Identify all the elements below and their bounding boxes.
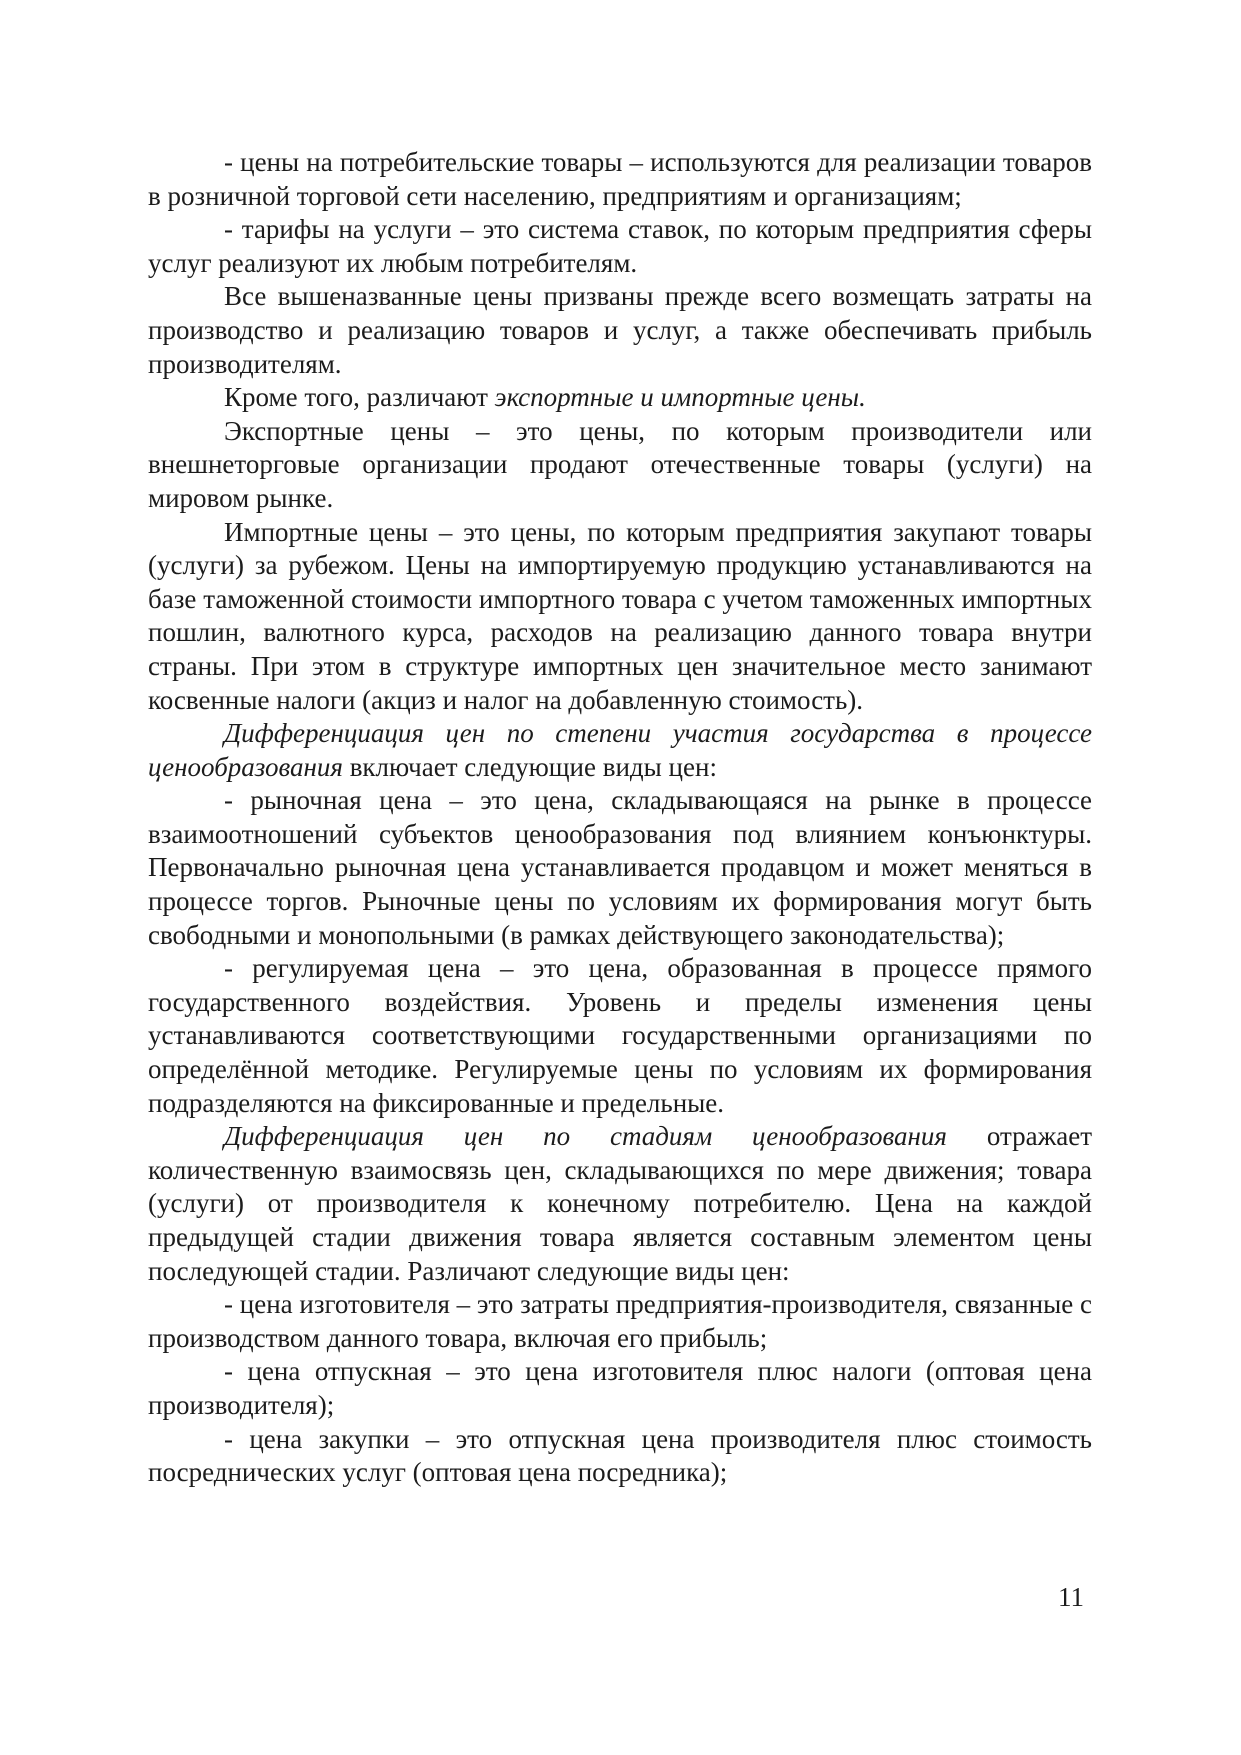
paragraph-text: Кроме того, различают: [224, 382, 495, 413]
paragraph-text: отражает количественную взаимосвязь цен, складывающихся по мере движения; товара (услуги) от производителя к конечному потребителю. Цена на каждой предыдущей стадии движения товара является составным элементом цены последующей стадии. Различают следующие виды цен:: [148, 1121, 1092, 1286]
page-body: [148, 146, 1092, 1490]
paragraph-text: Все вышеназванные цены призваны прежде всего возмещать затраты на производство и реализацию товаров и услуг, а также обеспечивать прибыль производителям.: [148, 281, 1092, 379]
paragraph-text: - рыночная цена – это цена, складывающаяся на рынке в процессе взаимоотношений субъектов ценообразования под влиянием конъюнктуры. Первоначально рыночная цена устанавливается продавцом и может меняться в процессе торгов. Рыночные цены по условиям их формирования могут быть свободными и монопольными (в рамках действующего законодательства);: [148, 785, 1092, 950]
paragraph-italic-lead: Дифференциация цен по стадиям ценообразования: [224, 1121, 947, 1152]
paragraph-text: включает следующие виды цен:: [342, 751, 717, 782]
paragraph-stage-differentiation: [148, 1120, 1092, 1288]
paragraph-consumer-goods: [148, 146, 1092, 213]
paragraph-purchase-price: [148, 1423, 1092, 1490]
page-number: 11: [1058, 1582, 1084, 1612]
paragraph-market-price: [148, 784, 1092, 952]
paragraph-manufacturer-price: [148, 1288, 1092, 1355]
paragraph-text: - цены на потребительские товары – используются для реализации товаров в розничной торговой сети населению, предприятиям и организациям;: [148, 147, 1092, 211]
paragraph-state-differentiation: [148, 717, 1092, 784]
paragraph-service-tariffs: [148, 213, 1092, 280]
paragraph-prices-purpose: [148, 280, 1092, 381]
paragraph-text: - цена изготовителя – это затраты предприятия-производителя, связанные с производством данного товара, включая его прибыль;: [148, 1289, 1092, 1353]
paragraph-export-prices: [148, 415, 1092, 516]
paragraph-export-import-intro: [148, 381, 1092, 415]
paragraph-text: Импортные цены – это цены, по которым предприятия закупают товары (услуги) за рубежом. Цены на импортируемую продукцию устанавливаются на базе таможенной стоимости импортного товара с учетом таможенных импортных пошлин, валютного курса, расходов на реализацию данного товара внутри страны. При этом в структуре импортных цен значительное место занимают косвенные налоги (акциз и налог на добавленную стоимость).: [148, 516, 1092, 715]
paragraph-text: Экспортные цены – это цены, по которым производители или внешнеторговые организации продают отечественные товары (услуги) на мировом рынке.: [148, 415, 1092, 513]
paragraph-import-prices: [148, 516, 1092, 718]
paragraph-italic-lead: Дифференциация цен по степени участия государства в процессе ценообразования: [148, 718, 1092, 782]
paragraph-regulated-price: [148, 952, 1092, 1120]
paragraph-text: - цена отпускная – это цена изготовителя плюс налоги (оптовая цена производителя);: [148, 1356, 1092, 1420]
paragraph-text: - регулируемая цена – это цена, образованная в процессе прямого государственного воздействия. Уровень и пределы изменения цены устанавливаются соответствующими государственными организациями по определённой методике. Регулируемые цены по условиям их формирования подразделяются на фиксированные и предельные.: [148, 953, 1092, 1118]
paragraph-text: - тарифы на услуги – это система ставок, по которым предприятия сферы услуг реализуют их любым потребителям.: [148, 214, 1092, 278]
paragraph-release-price: [148, 1355, 1092, 1422]
paragraph-italic-text: экспортные и импортные цены.: [494, 382, 866, 413]
paragraph-text: - цена закупки – это отпускная цена производителя плюс стоимость посреднических услуг (оптовая цена посредника);: [148, 1423, 1092, 1488]
